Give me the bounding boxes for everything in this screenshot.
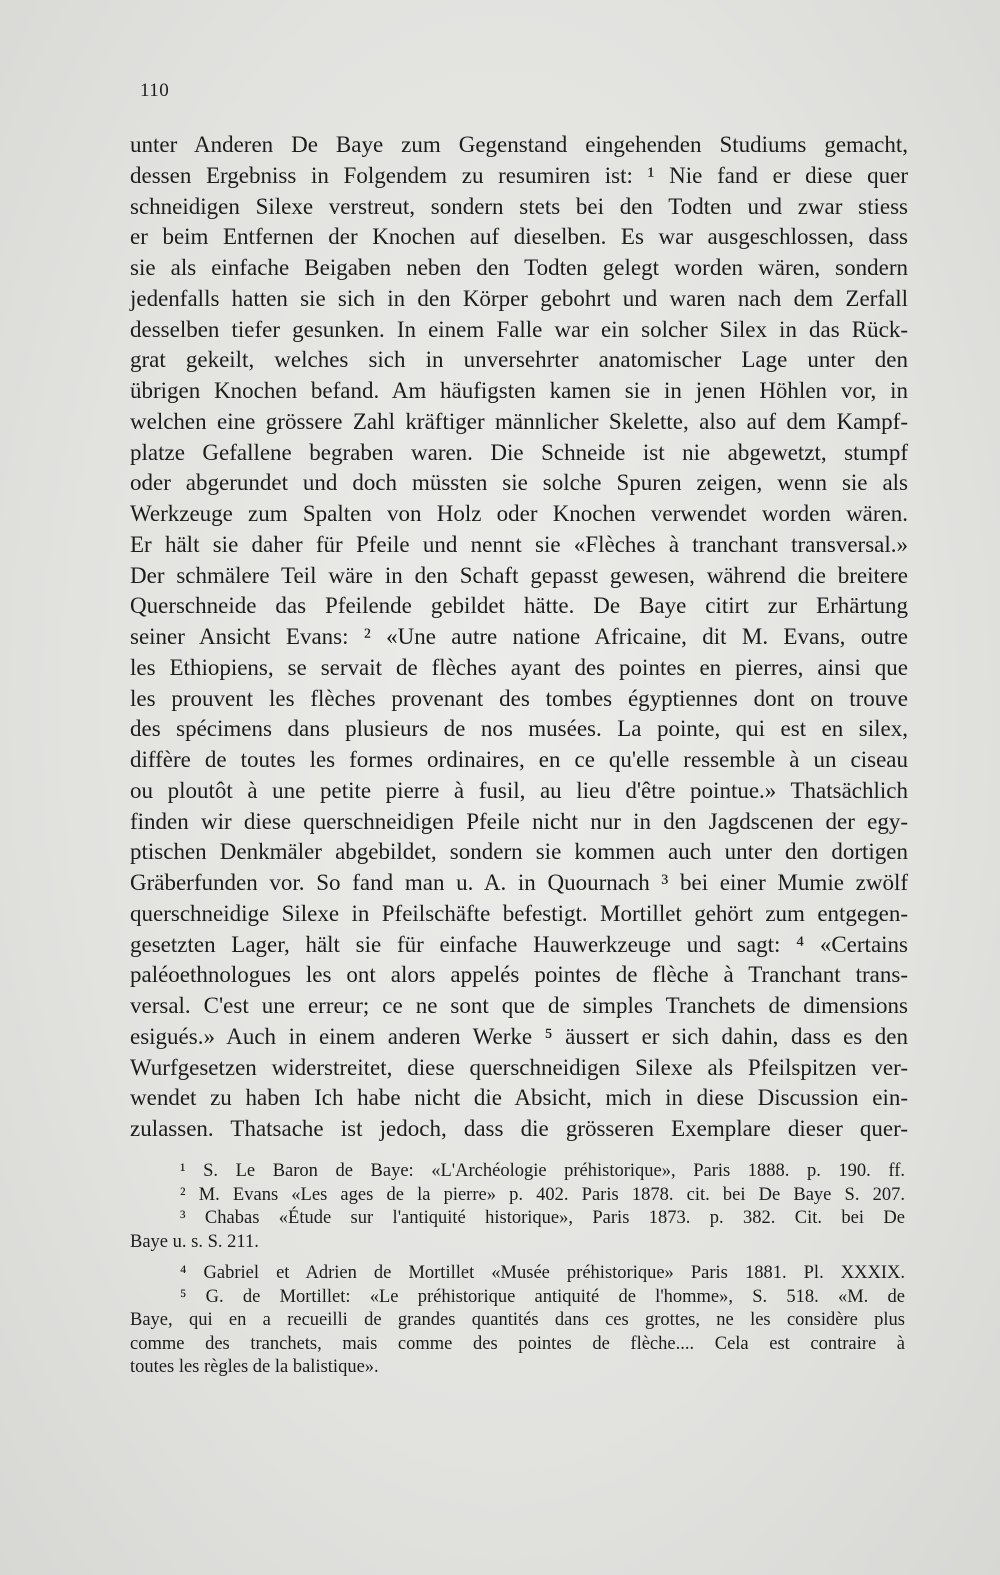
text-line: oder abgerundet und doch müssten sie solche Spuren zeigen, wenn sie als xyxy=(130,470,908,496)
text-line: übrigen Knochen befand. Am häufigsten kamen sie in jenen Höhlen vor, in xyxy=(130,378,908,403)
text-line: Werkzeuge zum Spalten von Holz oder Knochen verwendet worden wären. xyxy=(130,501,908,526)
text-line: seiner Ansicht Evans: ² «Une autre natione Africaine, dit M. Evans, outre xyxy=(130,624,908,649)
text-line: er beim Entfernen der Knochen auf dieselben. Es war ausgeschlossen, dass xyxy=(130,224,908,250)
footnotes xyxy=(130,1160,905,1380)
text-line: versal. C'est une erreur; ce ne sont que de simples Tranchets de dimensions xyxy=(130,993,908,1018)
footnote-3-continued: Baye u. s. S. 211. xyxy=(130,1231,259,1252)
text-line: paléoethnologues les ont alors appelés pointes de flèche à Tranchant trans- xyxy=(130,962,908,988)
text-line: zulassen. Thatsache ist jedoch, dass die grösseren Exemplare dieser quer- xyxy=(130,1116,908,1141)
text-line: Er hält sie daher für Pfeile und nennt sie «Flèches à tranchant transversal.» xyxy=(130,531,908,557)
text-line: des spécimens dans plusieurs de nos musées. La pointe, qui est en silex, xyxy=(130,716,908,742)
text-line: Gräberfunden vor. So fand man u. A. in Quournach ³ bei einer Mumie zwölf xyxy=(130,870,908,895)
page-number: 110 xyxy=(140,80,170,101)
text-line: ptischen Denkmäler abgebildet, sondern sie kommen auch unter den dortigen xyxy=(130,839,908,865)
text-line: platze Gefallene begraben waren. Die Schneide ist nie abgewetzt, stumpf xyxy=(130,439,908,465)
footnote-3: ³ Chabas «Étude sur l'antiquité historique», Paris 1873. p. 382. Cit. bei De xyxy=(180,1208,905,1228)
text-line: querschneidige Silexe in Pfeilschäfte befestigt. Mortillet gehört zum entgegen- xyxy=(130,900,908,926)
text-line: Querschneide das Pfeilende gebildet hätte. De Baye citirt zur Erhärtung xyxy=(130,593,908,619)
text-line: diffère de toutes les formes ordinaires, en ce qu'elle ressemble à un ciseau xyxy=(130,747,908,772)
footnote-5-continued: Baye, qui en a recueilli de grandes quantités dans ces grottes, ne les considère plus xyxy=(130,1310,905,1330)
text-line: dessen Ergebniss in Folgendem zu resumiren ist: ¹ Nie fand er diese quer xyxy=(130,162,908,188)
text-line: les prouvent les flèches provenant des tombes égyptiennes dont on trouve xyxy=(130,685,908,711)
text-line: schneidigen Silexe verstreut, sondern stets bei den Todten und zwar stiess xyxy=(130,193,908,219)
text-line: grat gekeilt, welches sich in unversehrter anatomischer Lage unter den xyxy=(130,347,908,373)
text-line: Der schmälere Teil wäre in den Schaft gepasst gewesen, während die breitere xyxy=(130,562,908,588)
footnote-2: ² M. Evans «Les ages de la pierre» p. 402. Paris 1878. cit. bei De Baye S. 207. xyxy=(180,1184,905,1205)
main-text xyxy=(130,130,908,1145)
text-line: welchen eine grössere Zahl kräftiger männlicher Skelette, also auf dem Kampf- xyxy=(130,408,908,434)
footnote-5-continued: toutes les règles de la balistique». xyxy=(130,1357,379,1377)
text-line: ou ploutôt à une petite pierre à fusil, au lieu d'être pointue.» Thatsächlich xyxy=(130,777,908,803)
text-line: finden wir diese querschneidigen Pfeile nicht nur in den Jagdscenen der egy- xyxy=(130,808,908,834)
text-line: desselben tiefer gesunken. In einem Falle war ein solcher Silex in das Rück- xyxy=(130,316,908,342)
text-line: jedenfalls hatten sie sich in den Körper gebohrt und waren nach dem Zerfall xyxy=(130,285,908,311)
footnote-5-continued: comme des tranchets, mais comme des pointes de flèche.... Cela est contraire à xyxy=(130,1333,905,1354)
text-line: wendet zu haben Ich habe nicht die Absicht, mich in diese Discussion ein- xyxy=(130,1085,908,1111)
text-line: esigués.» Auch in einem anderen Werke ⁵ äussert er sich dahin, dass es den xyxy=(130,1023,908,1049)
text-line: les Ethiopiens, se servait de flèches ayant des pointes en pierres, ainsi que xyxy=(130,654,908,680)
footnote-4: ⁴ Gabriel et Adrien de Mortillet «Musée préhistorique» Paris 1881. Pl. XXXIX. xyxy=(180,1263,905,1283)
text-line: Wurfgesetzen widerstreitet, diese querschneidigen Silexe als Pfeilspitzen ver- xyxy=(130,1054,908,1080)
text-line: sie als einfache Beigaben neben den Todten gelegt worden wären, sondern xyxy=(130,255,908,280)
footnote-5: ⁵ G. de Mortillet: «Le préhistorique antiquité de l'homme», S. 518. «M. de xyxy=(180,1286,905,1307)
text-line: gesetzten Lager, hält sie für einfache Hauwerkzeuge und sagt: ⁴ «Certains xyxy=(130,931,908,957)
text-line: unter Anderen De Baye zum Gegenstand eingehenden Studiums gemacht, xyxy=(130,132,908,157)
footnote-1: ¹ S. Le Baron de Baye: «L'Archéologie préhistorique», Paris 1888. p. 190. ff. xyxy=(180,1161,905,1181)
